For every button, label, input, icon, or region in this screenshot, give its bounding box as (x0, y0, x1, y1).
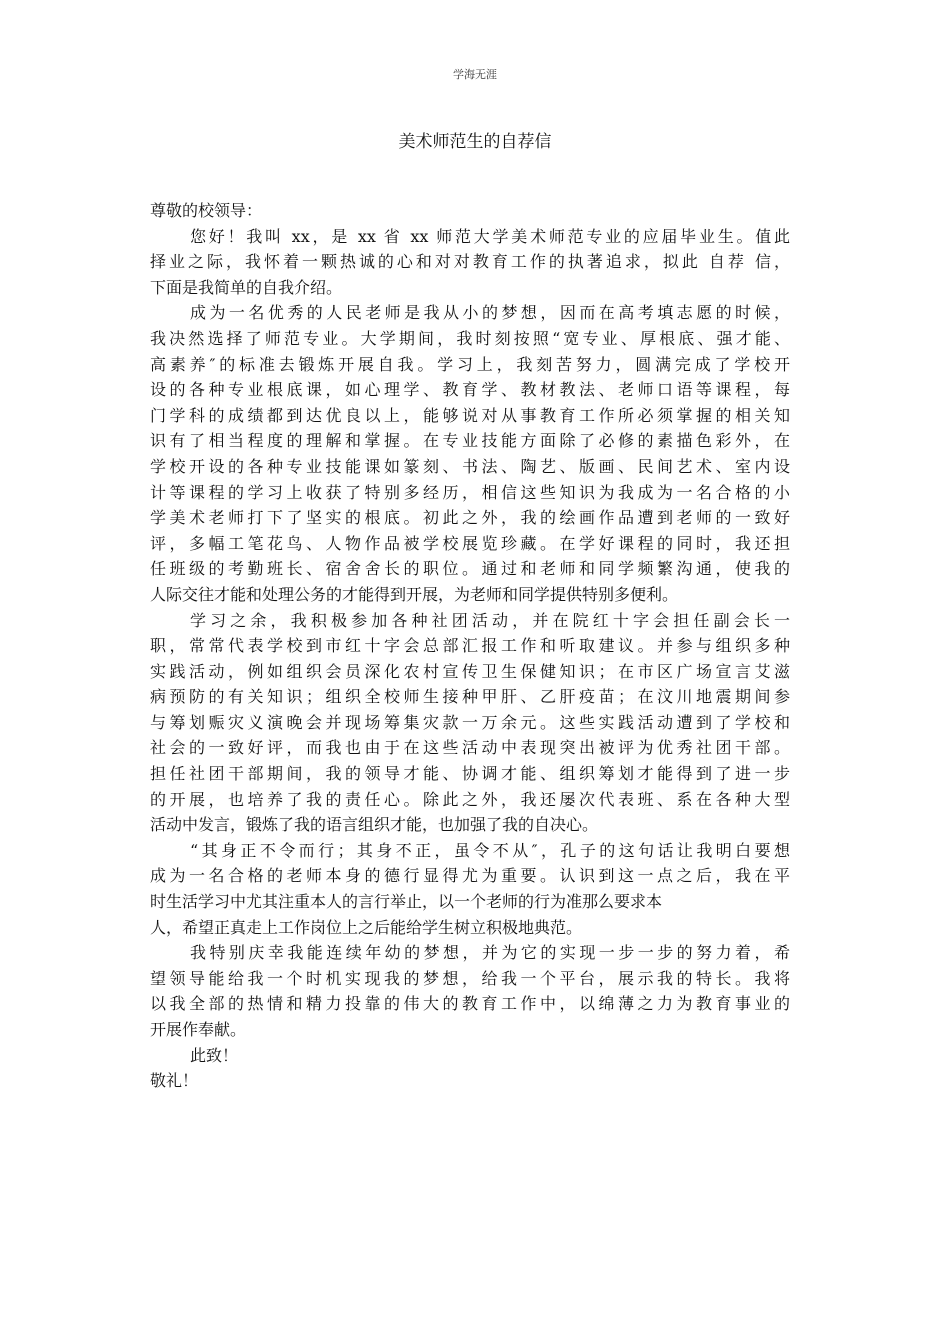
text-line: 病预防的有关知识；组织全校师生接种甲肝、乙肝疫苗；在汶川地震期间参 (150, 687, 790, 707)
paragraph-1 (150, 224, 790, 301)
text-line: 与筹划赈灾义演晚会并现场筹集灾款一万余元。这些实践活动遭到了学校和 (150, 712, 790, 732)
text-line: 设的各种专业根底课，如心理学、教育学、教材教法、老师口语等课程，每 (150, 380, 790, 400)
paragraph-2 (150, 300, 790, 607)
text-line: 评，多幅工笔花鸟、人物作品被学校展览珍藏。在学好课程的同时，我还担 (150, 533, 790, 553)
paragraph-3 (150, 608, 790, 838)
text-line: 学习之余，我积极参加各种社团活动，并在院红十字会担任副会长一 (190, 610, 790, 630)
text-line: 择业之际，我怀着一颗热诚的心和对对教育工作的执著追求，拟此 自荐 信， (150, 252, 790, 272)
text-line: “其身正不令而行；其身不正，虽令不从″，孔子的这句话让我明白要想 (190, 840, 790, 860)
closing-salutation: 此致！ (190, 1045, 239, 1065)
text-line: 计等课程的学习上收获了特别多经历，相信这些知识为我成为一名合格的小 (150, 482, 790, 502)
text-line: 学校开设的各种专业技能课如篆刻、书法、陶艺、版画、民间艺术、室内设 (150, 456, 790, 476)
text-line: 下面是我简单的自我介绍。 (150, 277, 343, 297)
text-line: 学美术老师打下了坚实的根底。初此之外，我的绘画作品遭到老师的一致好 (150, 508, 790, 528)
page-header: 学海无涯 (453, 68, 497, 81)
text-line: 时生活学习中尤其注重本人的言行举止，以一个老师的行为准那么要求本 (150, 892, 663, 912)
text-line: 以我全部的热情和精力投靠的伟大的教育工作中，以绵薄之力为教育事业的 (150, 994, 790, 1014)
text-line: 开展作奉献。 (150, 1020, 247, 1039)
text-line: 您好！我叫 xx，是 xx 省 xx 师范大学美术师范专业的应届毕业生。值此 (190, 226, 790, 246)
text-line: 高素养″的标准去锻炼开展自我。学习上，我刻苦努力，圆满完成了学校开 (150, 354, 790, 374)
text-line: 识有了相当程度的理解和掌握。在专业技能方面除了必修的素描色彩外，在 (150, 431, 790, 451)
text-line: 社会的一致好评，而我也由于在这些活动中表现突出被评为优秀社团干部。 (150, 738, 790, 758)
letter-body (150, 198, 790, 1094)
text-line: 望领导能给我一个时机实现我的梦想，给我一个平台，展示我的特长。我将 (150, 968, 790, 988)
document-title: 美术师范生的自荐信 (398, 132, 552, 152)
text-line: 活动中发言，锻炼了我的语言组织才能，也加强了我的自决心。 (150, 815, 599, 835)
text-line: 人际交往才能和处理公务的才能得到开展，为老师和同学提供特别多便利。 (150, 584, 679, 604)
text-line: 的开展，也培养了我的责任心。除此之外，我还屡次代表班、系在各种大型 (150, 789, 790, 809)
text-line: 成为一名优秀的人民老师是我从小的梦想，因而在高考填志愿的时候， (190, 303, 790, 323)
closing-regards: 敬礼！ (150, 1071, 199, 1091)
text-line: 担任社团干部期间，我的领导才能、协调才能、组织筹划才能得到了进一步 (150, 764, 790, 784)
text-line: 门学科的成绩都到达优良以上，能够说对从事教育工作所必须掌握的相关知 (150, 405, 790, 425)
text-line: 人，希望正真走上工作岗位上之后能给学生树立积极地典范。 (150, 917, 583, 937)
text-line: 实践活动，例如组织会员深化农村宣传卫生保健知识；在市区广场宣言艾滋 (150, 661, 790, 681)
text-line: 成为一名合格的老师本身的德行显得尤为重要。认识到这一点之后，我在平 (150, 866, 790, 886)
text-line: 我决然选择了师范专业。大学期间，我时刻按照“宽专业、厚根底、强才能、 (150, 328, 790, 348)
paragraph-4 (150, 838, 790, 940)
text-line: 职，常常代表学校到市红十字会总部汇报工作和听取建议。并参与组织多种 (150, 636, 790, 656)
greeting: 尊敬的校领导： (150, 201, 263, 220)
text-line: 我特别庆幸我能连续年幼的梦想，并为它的实现一步一步的努力着，希 (190, 943, 790, 963)
text-line: 任班级的考勤班长、宿舍舍长的职位。通过和老师和同学频繁沟通，使我的 (150, 559, 790, 579)
paragraph-5 (150, 940, 790, 1042)
